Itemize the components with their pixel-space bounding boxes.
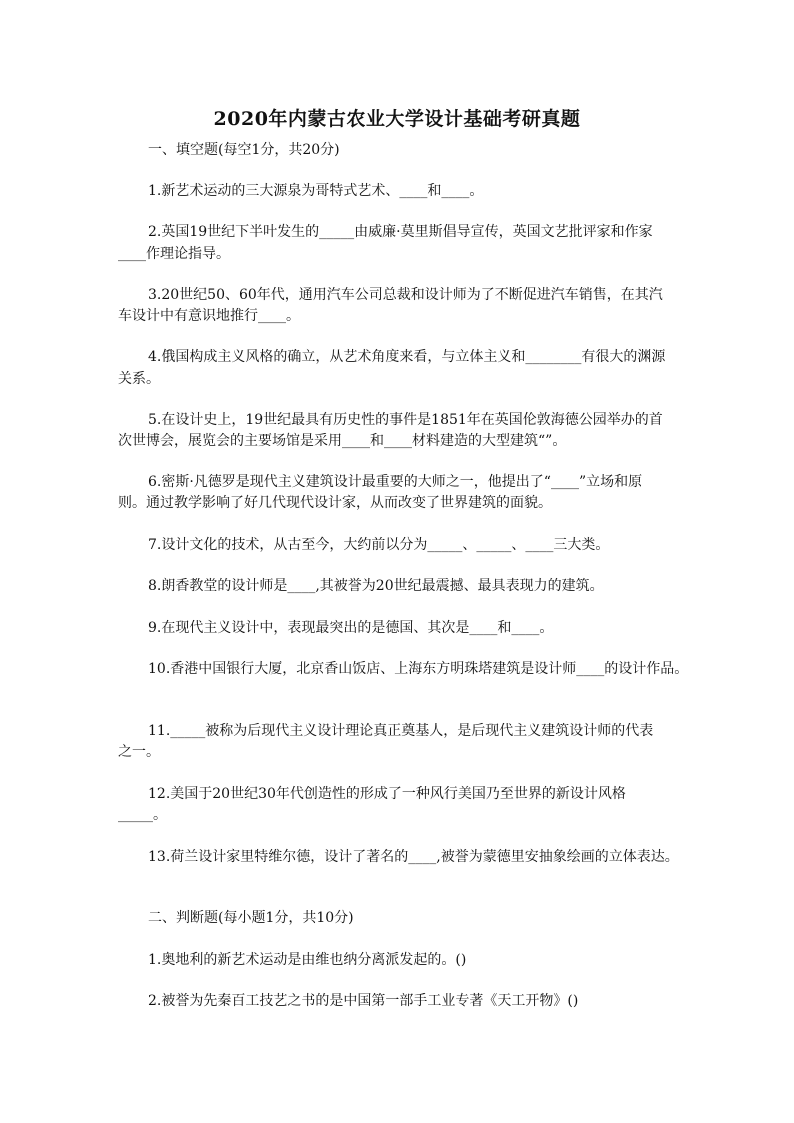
- question-2-2: 2.被誉为先秦百工技艺之书的是中国第一部手工业专著《天工开物》(): [148, 993, 579, 1009]
- question-1-6-line1: 6.密斯·凡德罗是现代主义建筑设计最重要的大师之一，他提出了“____”立场和原: [148, 474, 643, 490]
- question-1-6-line2: 则。通过教学影响了好几代现代设计家，从而改变了世界建筑的面貌。: [118, 495, 552, 511]
- question-1-2-line1: 2.英国19世纪下半叶发生的_____由威廉·莫里斯倡导宣传，英国文艺批评家和作家: [148, 224, 653, 240]
- question-2-1: 1.奥地利的新艺术运动是由维也纳分离派发起的。(): [148, 952, 467, 968]
- question-1-7: 7.设计文化的技术，从古至今，大约前以分为_____、_____、____三大类。: [148, 537, 610, 553]
- question-1-3-line1: 3.20世纪50、60年代，通用汽车公司总裁和设计师为了不断促进汽车销售，在其汽: [148, 287, 663, 303]
- section1-heading: 一、填空题(每空1分，共20分): [148, 142, 340, 158]
- question-1-4-line1: 4.俄国构成主义风格的确立，从艺术角度来看，与立体主义和________有很大的渊源: [148, 349, 666, 365]
- question-1-10: 10.香港中国银行大厦，北京香山饭店、上海东方明珠塔建筑是设计师____的设计作品。: [148, 661, 689, 677]
- question-1-5-line2: 次世博会，展览会的主要场馆是采用____和____材料建造的大型建筑“”。: [118, 433, 567, 449]
- question-1-8: 8.朗香教堂的设计师是____,其被誉为20世纪最震撼、最具表现力的建筑。: [148, 578, 604, 594]
- question-1-12-line2: _____。: [118, 807, 167, 823]
- question-1-9: 9.在现代主义设计中，表现最突出的是德国、其次是____和____。: [148, 620, 554, 636]
- question-1-1: 1.新艺术运动的三大源泉为哥特式艺术、____和____。: [148, 183, 484, 199]
- question-1-4-line2: 关系。: [118, 371, 160, 387]
- question-1-11-line1: 11._____被称为后现代主义设计理论真正奠基人，是后现代主义建筑设计师的代表: [148, 723, 654, 739]
- question-1-11-line2: 之一。: [118, 744, 160, 760]
- question-1-12-line1: 12.美国于20世纪30年代创造性的形成了一种风行美国乃至世界的新设计风格: [148, 786, 626, 802]
- section2-heading: 二、判断题(每小题1分，共10分): [148, 910, 354, 926]
- question-1-2-line2: ____作理论指导。: [118, 246, 230, 262]
- page-title: 2020年内蒙古农业大学设计基础考研真题: [213, 108, 581, 130]
- question-1-5-line1: 5.在设计史上，19世纪最具有历史性的事件是1851年在英国伦敦海德公园举办的首: [148, 412, 663, 428]
- question-1-13: 13.荷兰设计家里特维尔德，设计了著名的____,被誉为蒙德里安抽象绘画的立体表达。: [148, 849, 679, 865]
- question-1-3-line2: 车设计中有意识地推行____。: [118, 308, 300, 324]
